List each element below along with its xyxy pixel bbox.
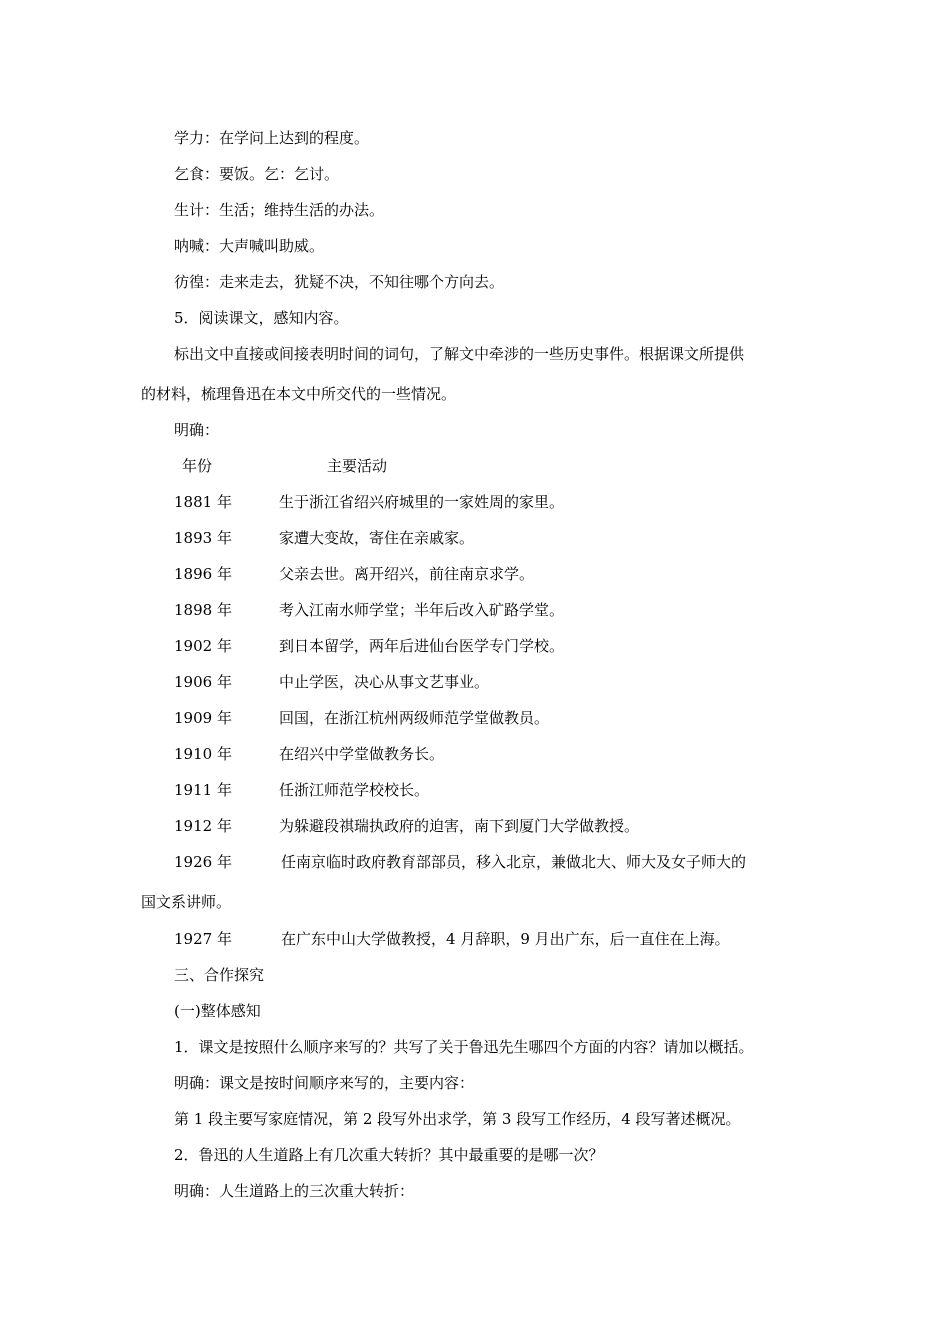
timeline-activity: 生于浙江省绍兴府城里的一家姓周的家里。 <box>279 493 565 511</box>
timeline-header-activity: 主要活动 <box>327 457 388 475</box>
timeline-year: 1926 年 <box>174 853 232 871</box>
question: 1．课文是按照什么顺序来写的？共写了关于鲁迅先生哪四个方面的内容？请加以概括。 <box>174 1038 754 1056</box>
timeline-activity: 考入江南水师学堂；半年后改入矿路学堂。 <box>279 601 565 619</box>
timeline-header-year: 年份 <box>182 457 213 475</box>
vocab-item: 乞食：要饭。乞：乞讨。 <box>174 165 340 183</box>
timeline-year: 1906 年 <box>174 673 232 691</box>
timeline-activity-continuation: 国文系讲师。 <box>141 893 232 911</box>
timeline-activity: 为躲避段祺瑞执政府的迫害，南下到厦门大学做教授。 <box>279 817 640 835</box>
timeline-year: 1902 年 <box>174 637 232 655</box>
subsection-heading: (一)整体感知 <box>174 1002 261 1020</box>
task-paragraph-line: 的材料，梳理鲁迅在本文中所交代的一些情况。 <box>141 385 457 403</box>
answer: 明确：课文是按时间顺序来写的，主要内容： <box>174 1074 475 1092</box>
timeline-year: 1911 年 <box>174 781 232 799</box>
timeline-year: 1910 年 <box>174 745 232 763</box>
timeline-activity: 在绍兴中学堂做教务长。 <box>279 745 445 763</box>
vocab-item: 呐喊：大声喊叫助威。 <box>174 237 325 255</box>
timeline-year: 1896 年 <box>174 565 232 583</box>
question: 2．鲁迅的人生道路上有几次重大转折？其中最重要的是哪一次？ <box>174 1146 604 1164</box>
timeline-activity: 任南京临时政府教育部部员，移入北京，兼做北大、师大及女子师大的 <box>281 853 747 871</box>
timeline-year: 1893 年 <box>174 529 232 547</box>
vocab-item: 彷徨：走来走去，犹疑不决，不知往哪个方向去。 <box>174 273 505 291</box>
timeline-year: 1909 年 <box>174 709 232 727</box>
timeline-year: 1912 年 <box>174 817 232 835</box>
answer-detail: 第 1 段主要写家庭情况，第 2 段写外出求学，第 3 段写工作经历，4 段写著述概况。 <box>174 1110 741 1128</box>
vocab-item: 学力：在学问上达到的程度。 <box>174 129 370 147</box>
timeline-activity: 父亲去世。离开绍兴，前往南京求学。 <box>279 565 535 583</box>
vocab-item: 生计：生活；维持生活的办法。 <box>174 201 385 219</box>
section-heading: 三、合作探究 <box>174 966 265 984</box>
task-paragraph-line: 标出文中直接或间接表明时间的词句，了解文中牵涉的一些历史事件。根据课文所提供 <box>174 345 745 363</box>
timeline-activity: 在广东中山大学做教授，4 月辞职，9 月出广东，后一直住在上海。 <box>281 930 730 948</box>
timeline-activity: 回国，在浙江杭州两级师范学堂做教员。 <box>279 709 550 727</box>
timeline-activity: 到日本留学，两年后进仙台医学专门学校。 <box>279 637 565 655</box>
task-heading: 5．阅读课文，感知内容。 <box>174 309 349 327</box>
timeline-year: 1927 年 <box>174 930 232 948</box>
timeline-activity: 家遭大变故，寄住在亲戚家。 <box>279 529 475 547</box>
timeline-year: 1881 年 <box>174 493 232 511</box>
timeline-activity: 中止学医，决心从事文艺事业。 <box>279 673 490 691</box>
answer-label: 明确： <box>174 421 220 439</box>
timeline-year: 1898 年 <box>174 601 232 619</box>
answer: 明确：人生道路上的三次重大转折： <box>174 1182 415 1200</box>
timeline-activity: 任浙江师范学校校长。 <box>279 781 430 799</box>
